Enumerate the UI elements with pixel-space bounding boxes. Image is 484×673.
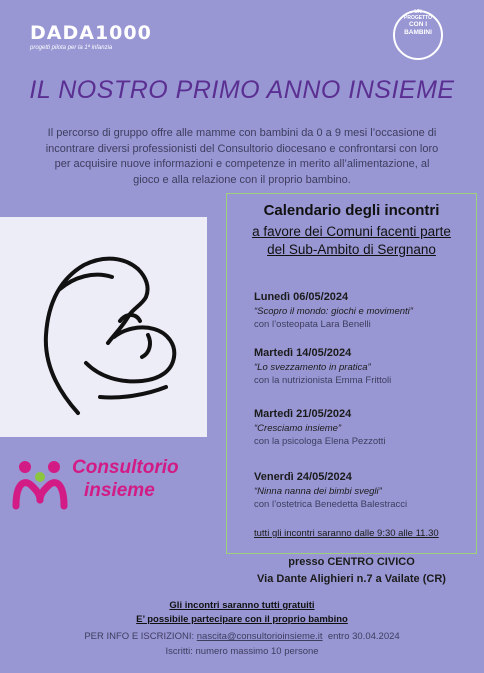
mother-child-icon — [0, 217, 207, 437]
free-notice: Gli incontri saranno tutti gratuiti — [169, 600, 315, 611]
venue-address: Via Dante Alighieri n.7 a Vailate (CR) — [257, 573, 446, 585]
venue-name: presso CENTRO CIVICO — [288, 556, 415, 568]
event-hours: tutti gli incontri saranno dalle 9:30 alle 11.30 — [254, 528, 439, 539]
info-line — [0, 631, 484, 642]
event-speaker: con l’osteopata Lara Benelli — [254, 319, 371, 330]
event-date: Venerdì 24/05/2024 — [254, 471, 352, 483]
email-link[interactable]: nascita@consultorioinsieme.it — [196, 631, 323, 642]
event-date: Lunedì 06/05/2024 — [254, 291, 349, 303]
info-prefix: PER INFO E ISCRIZIONI: — [84, 631, 197, 642]
intro-paragraph: Il percorso di gruppo offre alle mamme con bambini da 0 a 9 mesi l’occasione di incontrare diversi professionisti del Consultorio diocesano e confrontarsi con loro per acquisire nuove informazioni e competenze in merito all’alimentazione, al gioco e alla relazione con il proprio bambino. — [45, 127, 439, 186]
event-title: “Cresciamo insieme” — [254, 423, 342, 434]
calendar-subtitle-line1: a favore dei Comuni facenti parte — [252, 224, 451, 239]
badge-top-text: UN PROGETTO — [404, 9, 432, 21]
badge-label: CON I BAMBINI — [404, 21, 432, 36]
event-speaker: con la nutrizionista Emma Frittoli — [254, 375, 392, 386]
event-date: Martedì 21/05/2024 — [254, 408, 352, 420]
child-notice: E’ possibile partecipare con il proprio bambino — [136, 614, 348, 625]
event-title: “Lo svezzamento in pratica” — [254, 362, 371, 373]
event-date: Martedì 14/05/2024 — [254, 347, 352, 359]
event-speaker: con la psicologa Elena Pezzotti — [254, 436, 386, 447]
event-title: “Scopro il mondo: giochi e movimenti” — [254, 306, 413, 317]
consultorio-name-line1: Consultorio — [72, 457, 179, 478]
consultorio-name-line2: insieme — [84, 480, 155, 501]
calendar-subtitle-line2: del Sub-Ambito di Sergnano — [267, 242, 436, 257]
dada1000-logo: DADA1000 — [30, 22, 152, 44]
mother-child-illustration — [0, 217, 207, 437]
participant-limit: Iscritti: numero massimo 10 persone — [165, 646, 319, 657]
event-speaker: con l’ostetrica Benedetta Balestracci — [254, 499, 408, 510]
event-title: “Ninna nanna dei bimbi svegli” — [254, 486, 382, 497]
dada1000-logo-subtitle: progetti pilota per la 1ª infanzia — [30, 45, 113, 51]
consultorio-logo-icon — [10, 458, 70, 510]
info-deadline: entro 30.04.2024 — [322, 631, 400, 642]
page-title: IL NOSTRO PRIMO ANNO INSIEME — [29, 76, 455, 104]
calendar-title: Calendario degli incontri — [263, 202, 440, 219]
